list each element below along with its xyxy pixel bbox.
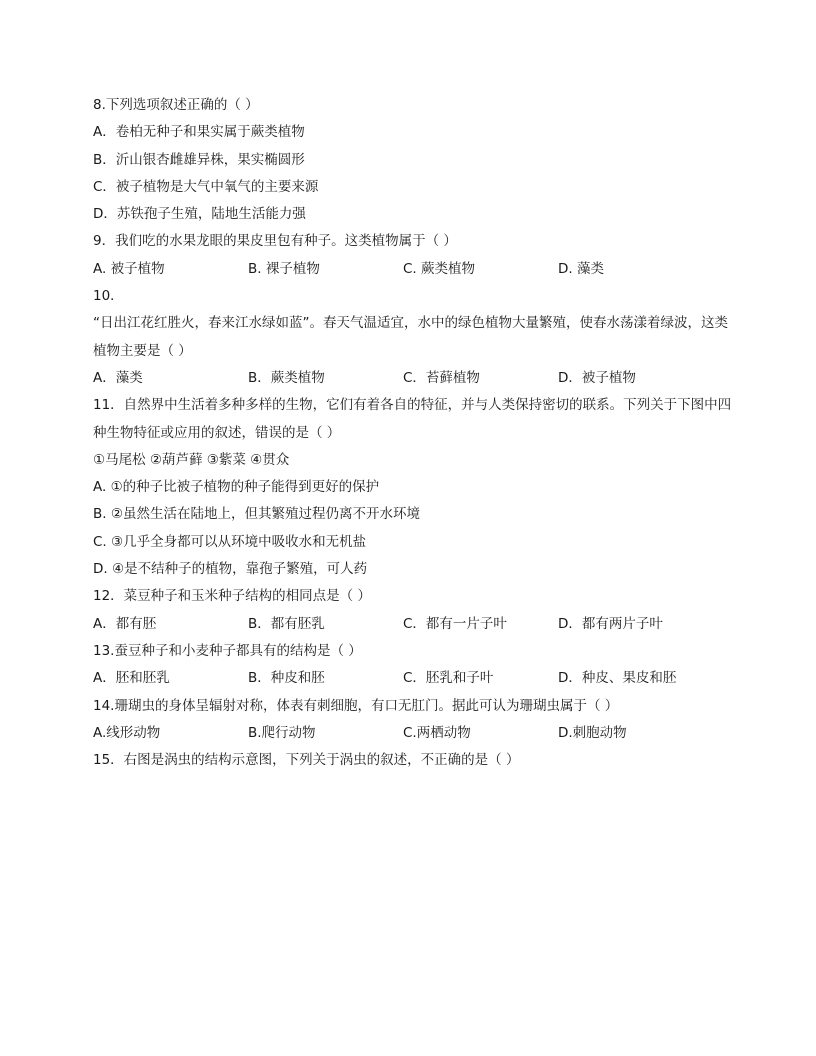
question-10-stem: “日出江花红胜火，春来江水绿如蓝”。春天气温适宜，水中的绿色植物大量繁殖，使春水荡漾着绿波，这类植物主要是（ ） [93,315,728,359]
question-13-option-a: A．胚和胚乳 [93,670,170,687]
question-11-items: ①马尾松 ②葫芦藓 ③紫菜 ④贯众 [93,451,290,468]
question-10-options [93,365,733,392]
question-13-stem: 13.蚕豆种子和小麦种子都具有的结构是（ ） [93,642,362,659]
question-9-options [93,256,733,283]
question-14-option-a: A.线形动物 [93,724,161,741]
question-9-option-c: C. 蕨类植物 [403,260,476,277]
question-13-option-c: C．胚乳和子叶 [403,670,494,687]
question-11-option-d: D. ④是不结种子的植物，靠孢子繁殖，可人药 [93,561,368,578]
question-11-stem: 11．自然界中生活着多种多样的生物，它们有着各自的特征，并与人类保持密切的联系。下列关于下图中四种生物特征或应用的叙述，错误的是（ ） [93,397,732,441]
exam-page [93,92,733,774]
question-12-stem: 12．菜豆种子和玉米种子结构的相同点是（ ） [93,588,371,605]
question-10-option-b: B．蕨类植物 [248,369,325,386]
question-9-option-a: A. 被子植物 [93,260,165,277]
question-13-options [93,665,733,692]
question-12-option-c: C．都有一片子叶 [403,615,507,632]
question-14-stem: 14.珊瑚虫的身体呈辐射对称，体表有刺细胞，有口无肛门。据此可认为珊瑚虫属于（ ） [93,697,619,714]
question-12-options [93,611,733,638]
question-14-option-d: D.刺胞动物 [558,724,627,741]
question-15-stem: 15．右图是涡虫的结构示意图，下列关于涡虫的叙述，不正确的是（ ） [93,752,520,769]
question-9-stem: 9．我们吃的水果龙眼的果皮里包有种子。这类植物属于（ ） [93,233,457,250]
question-10-option-a: A．藻类 [93,369,143,386]
question-13-option-d: D．种皮、果皮和胚 [558,670,677,687]
question-9-option-b: B. 裸子植物 [248,260,320,277]
question-14-options [93,720,733,747]
question-8-option-a: A．卷柏无种子和果实属于蕨类植物 [93,124,305,141]
question-8-stem: 8.下列选项叙述正确的（ ） [93,97,259,113]
question-9-option-d: D. 藻类 [558,260,604,277]
question-13-option-b: B．种皮和胚 [248,670,325,687]
question-14-option-c: C.两栖动物 [403,724,471,741]
question-11-option-c: C. ③几乎全身都可以从环境中吸收水和无机盐 [93,533,367,550]
question-10-option-c: C．苔藓植物 [403,369,480,386]
question-8-option-c: C．被子植物是大气中氧气的主要来源 [93,178,319,195]
question-12-option-a: A．都有胚 [93,615,157,632]
question-8-option-d: D．苏铁孢子生殖，陆地生活能力强 [93,206,306,223]
question-8-option-b: B．沂山银杏雌雄异株，果实椭圆形 [93,151,305,168]
question-14-option-b: B.爬行动物 [248,724,316,741]
question-12-option-b: B．都有胚乳 [248,615,325,632]
question-10-number: 10． [93,288,124,305]
question-11-option-b: B. ②虽然生活在陆地上，但其繁殖过程仍离不开水环境 [93,506,420,523]
question-11-option-a: A. ①的种子比被子植物的种子能得到更好的保护 [93,479,380,496]
question-10-option-d: D．被子植物 [558,369,636,386]
question-12-option-d: D．都有两片子叶 [558,615,663,632]
